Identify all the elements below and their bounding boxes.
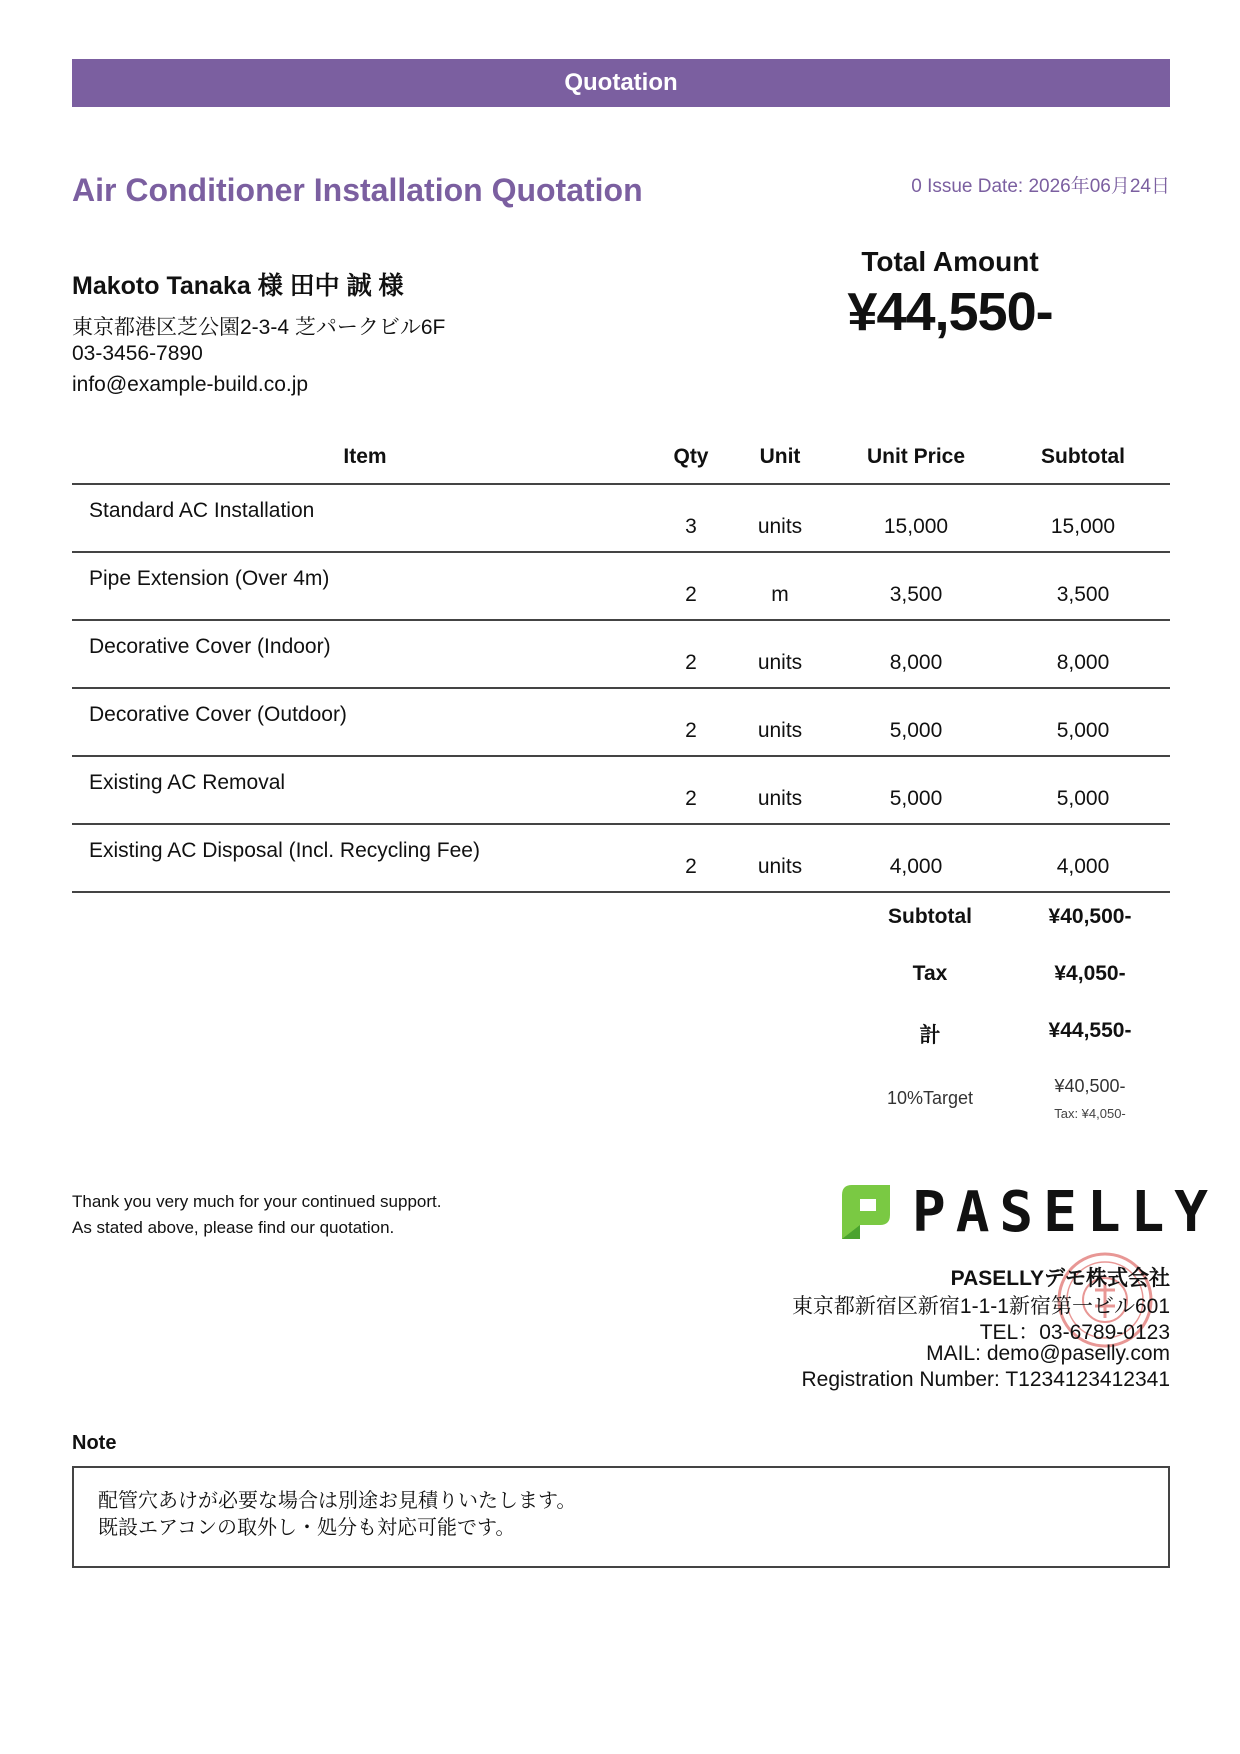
row-unit-price: 5,000 [889,787,943,810]
row-qty: 2 [685,719,697,742]
paselly-leaf-logo-icon [838,1181,894,1243]
header-unit: Unit [759,444,801,468]
row-subtotal: 8,000 [1056,651,1110,674]
row-unit-price: 8,000 [889,651,943,674]
row-unit-price: 5,000 [889,719,943,742]
table-row [72,825,1170,893]
row-unit-price: 3,500 [889,583,943,606]
header-unit-price: Unit Price [866,444,966,468]
tax-label: Tax [912,962,948,985]
row-subtotal: 15,000 [1050,515,1116,538]
row-item: Standard AC Installation [89,499,315,522]
row-qty: 2 [685,787,697,810]
company-mail: MAIL: demo@paselly.com [926,1342,1170,1365]
subtotal-label: Subtotal [888,905,972,928]
row-item: Decorative Cover (Outdoor) [89,703,347,726]
note-title: Note [72,1432,117,1454]
quotation-message: As stated above, please find our quotation. [72,1218,395,1237]
note-box [72,1466,1170,1568]
header-subtotal: Subtotal [1041,444,1125,468]
items-table [72,430,1170,893]
row-unit: units [757,515,803,538]
row-qty: 2 [685,583,697,606]
tax-target-value: ¥40,500- [1054,1076,1126,1096]
customer-name: Makoto Tanaka 様 田中 誠 様 [72,272,404,300]
note-line: 既設エアコンの取外し・処分も対応可能です。 [98,1517,516,1539]
company-address: 東京都新宿区新宿1-1-1新宿第一ビル601 [791,1295,1170,1318]
tax-target-label: 10%Target [886,1088,974,1108]
row-unit-price: 4,000 [889,855,943,878]
company-registration: Registration Number: T1234123412341 [801,1368,1170,1391]
row-unit: units [757,855,803,878]
grand-total-value: ¥44,550- [1048,1019,1132,1042]
document-title: Air Conditioner Installation Quotation [72,172,643,208]
table-row [72,757,1170,825]
row-unit: units [757,651,803,674]
customer-phone: 03-3456-7890 [72,342,203,365]
company-tel: TEL：03-6789-0123 [979,1321,1170,1344]
row-item: Decorative Cover (Indoor) [89,635,331,658]
company-name: PASELLYデモ株式会社 [950,1267,1170,1290]
total-amount-value: ¥44,550- [847,282,1053,342]
table-row [72,689,1170,757]
customer-address: 東京都港区芝公園2-3-4 芝パークビル6F [72,316,446,339]
row-subtotal: 5,000 [1056,719,1110,742]
table-row [72,485,1170,553]
tax-value: ¥4,050- [1054,962,1126,985]
row-subtotal: 4,000 [1056,855,1110,878]
row-item: Pipe Extension (Over 4m) [89,567,330,590]
banner-title: Quotation [564,69,678,96]
header-item: Item [343,444,387,468]
table-row [72,553,1170,621]
note-line: 配管穴あけが必要な場合は別途お見積りいたします。 [98,1490,577,1512]
row-item: Existing AC Removal [89,771,286,794]
row-unit: m [771,583,789,606]
table-row [72,621,1170,689]
thanks-message: Thank you very much for your continued support. [72,1192,442,1211]
customer-email: info@example-build.co.jp [72,373,309,396]
grand-total-label: 計 [919,1024,941,1047]
row-unit-price: 15,000 [883,515,949,538]
total-amount-label: Total Amount [861,246,1039,277]
row-qty: 2 [685,651,697,674]
paselly-logo-text: PASELLY [912,1180,1219,1245]
issue-date: 0 Issue Date: 2026年06月24日 [911,176,1170,197]
row-subtotal: 5,000 [1056,787,1110,810]
row-unit: units [757,719,803,742]
row-qty: 3 [685,515,697,538]
row-item: Existing AC Disposal (Incl. Recycling Fee) [89,839,480,862]
subtotal-value: ¥40,500- [1048,905,1132,928]
header-banner [72,59,1170,107]
row-unit: units [757,787,803,810]
table-header [72,430,1170,485]
row-qty: 2 [685,855,697,878]
row-subtotal: 3,500 [1056,583,1110,606]
tax-target-tax: Tax: ¥4,050- [1054,1106,1126,1121]
header-qty: Qty [673,444,709,468]
